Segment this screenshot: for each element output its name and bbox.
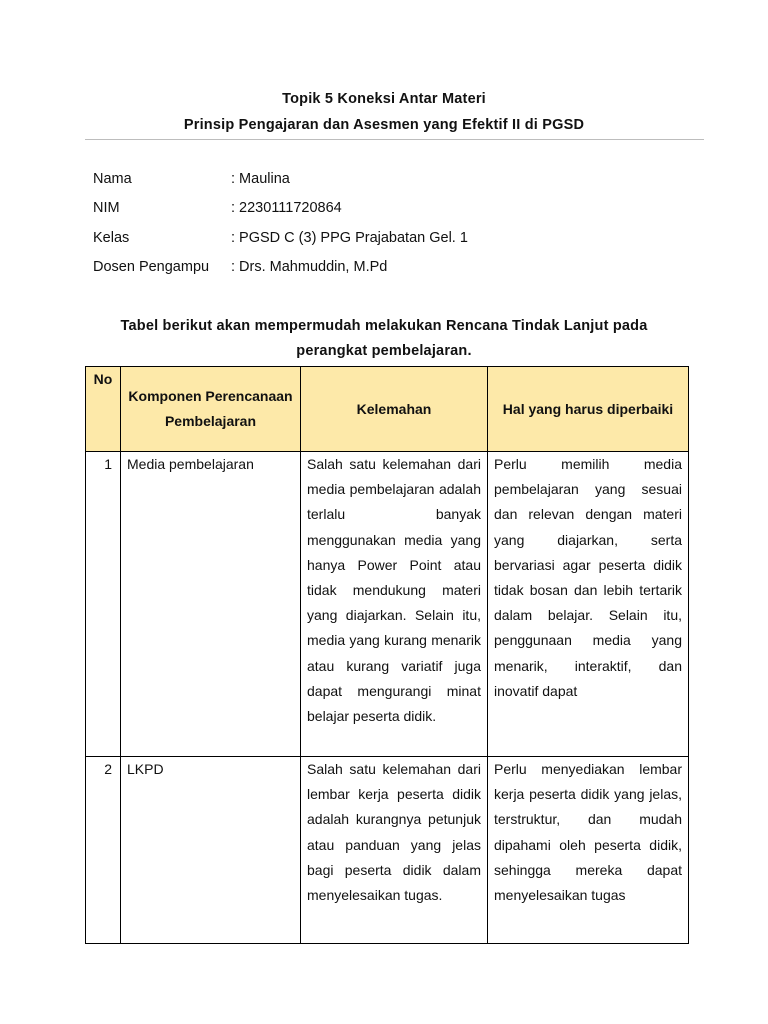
identity-label: Dosen Pengampu: [93, 258, 210, 275]
document-subtitle: Prinsip Pengajaran dan Asesmen yang Efektif II di PGSD: [183, 117, 585, 133]
cell-komponen: Media pembelajaran: [121, 452, 301, 757]
table-intro-line-1: Tabel berikut akan mempermudah melakukan Rencana Tindak Lanjut pada: [120, 318, 648, 334]
table-intro: [0, 314, 768, 363]
table-row: [86, 757, 689, 944]
column-header-no: No: [86, 367, 121, 452]
cell-kelemahan: Salah satu kelemahan dari media pembelajaran adalah terlalu banyak menggunakan media yang hanya Power Point atau tidak mendukung materi yang diajarkan. Selain itu, media yang kurang menarik atau kurang variatif juga dapat mengurangi minat belajar peserta didik.: [301, 452, 488, 757]
column-header-kelemahan: Kelemahan: [301, 367, 488, 452]
identity-row-nama: [93, 167, 468, 196]
table-row: [86, 452, 689, 757]
identity-value: : Maulina: [231, 171, 290, 187]
identity-value: : Drs. Mahmuddin, M.Pd: [231, 258, 388, 275]
table-header-row: [86, 367, 689, 452]
cell-perbaikan-text: Perlu menyediakan lembar kerja peserta didik yang jelas, terstruktur, dan mudah dipahami oleh peserta didik, sehingga mereka dapat menyelesaikan tugas: [494, 761, 682, 904]
cell-komponen: LKPD: [121, 757, 301, 944]
table-intro-line-2: perangkat pembelajaran.: [296, 342, 472, 359]
identity-label: Kelas: [93, 229, 130, 246]
cell-kelemahan-text: Salah satu kelemahan dari lembar kerja peserta didik adalah kurangnya petunjuk atau panduan yang jelas bagi peserta didik dalam menyelesaikan tugas.: [307, 761, 481, 904]
identity-row-dosen: [93, 255, 468, 284]
identity-value: : 2230111720864: [231, 200, 342, 217]
cell-perbaikan: Perlu memilih media pembelajaran yang sesuai dan relevan dengan materi yang diajarkan, serta bervariasi agar peserta didik tidak bosan dan lebih tertarik dalam belajar. Selain itu, penggunaan media yang menarik, interaktif, dan inovatif dapat: [488, 452, 689, 757]
cell-no: 1: [86, 452, 121, 757]
cell-perbaikan: [488, 757, 689, 944]
rencana-tindak-lanjut-table: [85, 366, 689, 944]
identity-row-kelas: [93, 226, 468, 255]
identity-value: : PGSD C (3) PPG Prajabatan Gel. 1: [231, 229, 468, 246]
identity-row-nim: [93, 196, 468, 225]
cell-kelemahan: [301, 757, 488, 944]
cell-no: 2: [86, 757, 121, 944]
header-divider: [85, 139, 704, 140]
identity-label: NIM: [93, 200, 120, 217]
identity-block: [93, 167, 468, 284]
identity-label: Nama: [93, 171, 132, 187]
column-header-komponen: Komponen Perencanaan Pembelajaran: [121, 367, 301, 452]
column-header-perbaikan: Hal yang harus diperbaiki: [488, 367, 689, 452]
document-header: [0, 86, 768, 138]
document-title: Topik 5 Koneksi Antar Materi: [282, 91, 486, 107]
